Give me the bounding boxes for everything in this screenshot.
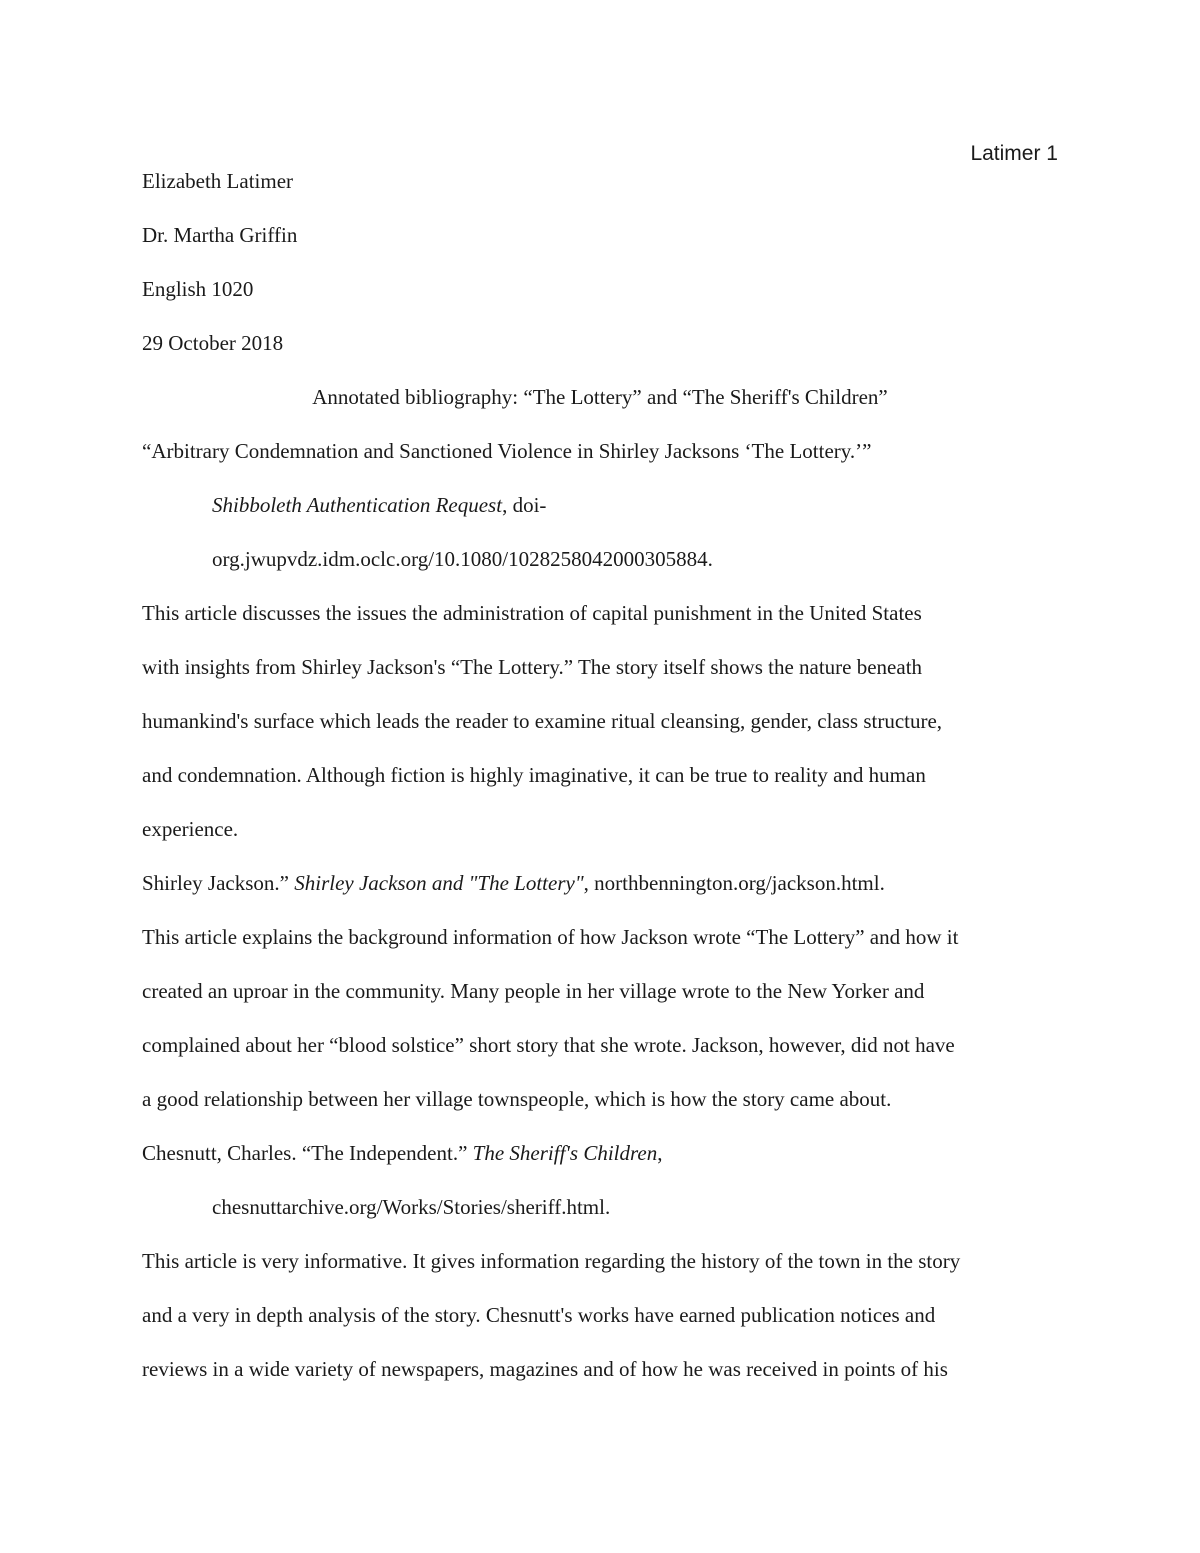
citation-3-comma: , bbox=[657, 1141, 663, 1165]
annotation-2-line-3: complained about her “blood solstice” short story that she wrote. Jackson, however, did not have bbox=[142, 1033, 955, 1057]
citation-3-source: The Sheriff's Children bbox=[472, 1141, 658, 1165]
annotation-1-line-4: and condemnation. Although fiction is highly imaginative, it can be true to reality and human bbox=[142, 763, 926, 787]
instructor-name: Dr. Martha Griffin bbox=[142, 223, 298, 247]
annotation-2-line-4: a good relationship between her village townspeople, which is how the story came about. bbox=[142, 1087, 892, 1111]
annotation-3-line-2: and a very in depth analysis of the story. Chesnutt's works have earned publication notices and bbox=[142, 1303, 936, 1327]
citation-1-doi-prefix: , doi- bbox=[502, 493, 547, 517]
running-head: Latimer 1 bbox=[970, 142, 1058, 165]
course-name: English 1020 bbox=[142, 277, 254, 301]
citation-1-source: Shibboleth Authentication Request bbox=[212, 493, 503, 517]
citation-2-source: Shirley Jackson and "The Lottery" bbox=[294, 871, 584, 895]
annotation-1-line-5: experience. bbox=[142, 817, 239, 841]
paper-title: Annotated bibliography: “The Lottery” and “The Sheriff's Children” bbox=[312, 385, 888, 409]
annotation-3-line-1: This article is very informative. It gives information regarding the history of the town in the story bbox=[142, 1249, 961, 1273]
citation-3-line-2: chesnuttarchive.org/Works/Stories/sheriff.html. bbox=[212, 1195, 611, 1219]
annotation-1-line-3: humankind's surface which leads the reader to examine ritual cleansing, gender, class structure, bbox=[142, 709, 943, 733]
citation-1-line-3: org.jwupvdz.idm.oclc.org/10.1080/1028258042000305884. bbox=[212, 547, 713, 571]
citation-2-url: , northbennington.org/jackson.html. bbox=[583, 871, 885, 895]
citation-2 bbox=[142, 870, 885, 896]
citation-1-line-2 bbox=[212, 492, 546, 518]
citation-3-author: Chesnutt, Charles. “The Independent.” bbox=[142, 1141, 473, 1165]
citation-3-line-1 bbox=[142, 1140, 662, 1166]
citation-1-line-1: “Arbitrary Condemnation and Sanctioned Violence in Shirley Jacksons ‘The Lottery.’” bbox=[142, 439, 872, 463]
student-name: Elizabeth Latimer bbox=[142, 169, 294, 193]
annotation-2-line-2: created an uproar in the community. Many people in her village wrote to the New Yorker and bbox=[142, 979, 925, 1003]
citation-2-author: Shirley Jackson.” bbox=[142, 871, 295, 895]
annotation-1-line-1: This article discusses the issues the administration of capital punishment in the United States bbox=[142, 601, 922, 625]
annotation-2-line-1: This article explains the background information of how Jackson wrote “The Lottery” and how it bbox=[142, 925, 959, 949]
annotation-3-line-3: reviews in a wide variety of newspapers, magazines and of how he was received in points of his bbox=[142, 1357, 948, 1381]
paper-date: 29 October 2018 bbox=[142, 331, 284, 355]
annotation-1-line-2: with insights from Shirley Jackson's “The Lottery.” The story itself shows the nature beneath bbox=[142, 655, 923, 679]
